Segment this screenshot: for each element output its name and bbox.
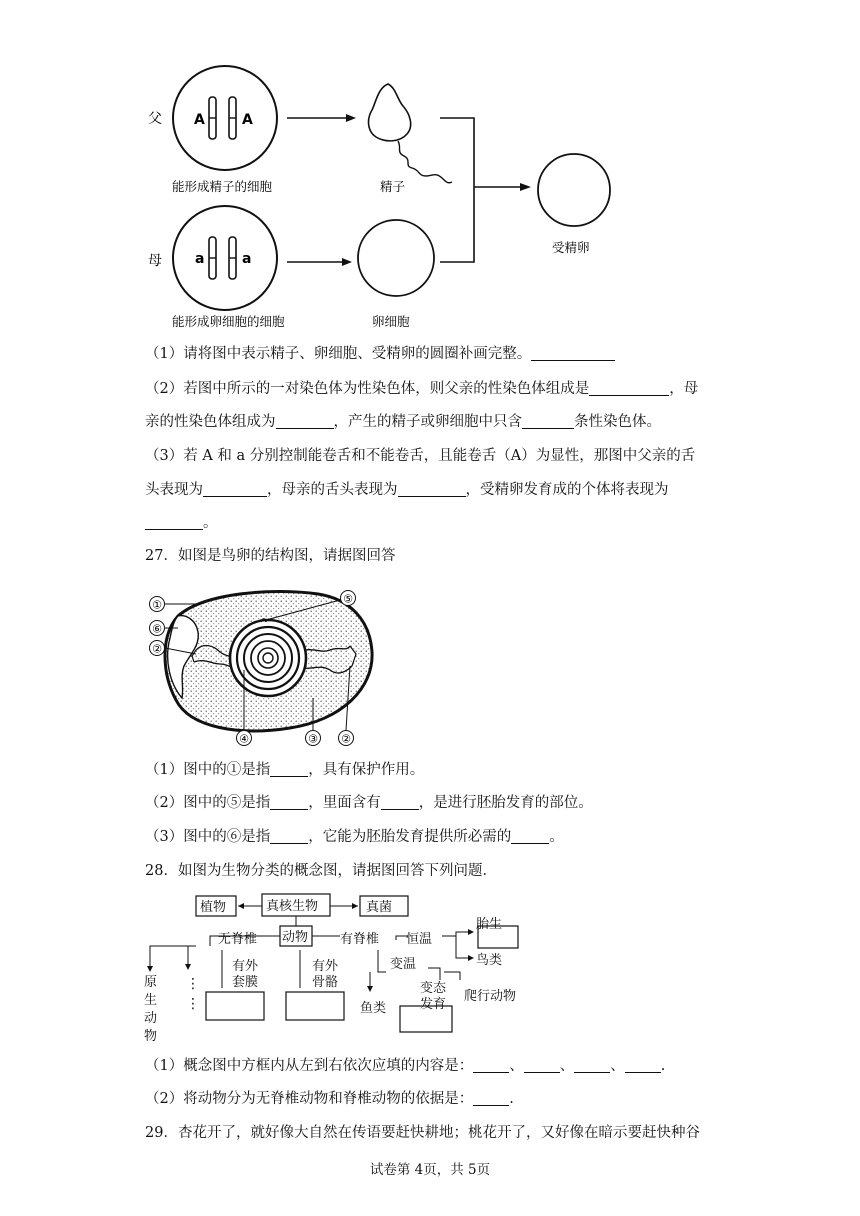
classification-concept-map: [0, 888, 860, 1048]
father-label: 父: [148, 111, 162, 127]
answer-blank[interactable]: [524, 1056, 560, 1073]
q26-part2-line1: （2）若图中所示的一对染色体为性染色体，则父亲的性染色体组成是 ，母: [145, 381, 699, 397]
label-5: ⑤: [343, 592, 353, 606]
answer-blank[interactable]: [574, 1056, 610, 1073]
label-2-right: ②: [341, 732, 351, 746]
egg-cell: [358, 220, 434, 296]
node-birds: 鸟类: [476, 953, 503, 968]
answer-blank[interactable]: [398, 480, 466, 497]
sperm-caption: 精子: [380, 179, 406, 194]
node-plants: 植物: [200, 900, 227, 915]
answer-blank[interactable]: [270, 793, 308, 810]
label-4: ④: [239, 732, 249, 746]
node-warm: 恒温: [406, 932, 433, 947]
sperm-tail: [398, 141, 452, 183]
fertilization-diagram: [0, 0, 860, 340]
answer-box-2[interactable]: [286, 992, 344, 1020]
node-reptiles: 爬行动物: [464, 989, 517, 1004]
node-invertebrate: 无脊椎: [218, 932, 258, 947]
answer-blank[interactable]: [473, 1089, 509, 1106]
answer-blank[interactable]: [270, 760, 308, 777]
allele-label: a: [242, 251, 252, 267]
node-fungi: 真菌: [366, 900, 393, 915]
q26-part3-line1: （3）若 A 和 a 分别控制能卷舌和不能卷舌，且能卷舌（A）为显性，那图中父亲的舌: [145, 448, 696, 464]
answer-box-1[interactable]: [206, 992, 264, 1020]
node-viviparous: 胎生: [476, 917, 503, 932]
answer-blank[interactable]: [270, 827, 308, 844]
answer-blank[interactable]: [145, 513, 203, 530]
node-mantle-1: 有外套膜: [232, 959, 259, 990]
egg-cell-caption: 能形成卵细胞的细胞: [172, 314, 285, 329]
node-protozoa-1: 原生动物: [144, 975, 158, 1044]
q28-title: 28．如图为生物分类的概念图，请据图回答下列问题．: [145, 863, 497, 879]
node-exoskeleton-1: 有外骨骼: [312, 959, 339, 990]
q28-part1: （1）概念图中方框内从左到右依次应填的内容是： 、 、 、 .: [145, 1058, 666, 1074]
label-2-left: ②: [152, 642, 162, 656]
svg-text:⋮: ⋮: [186, 996, 200, 1012]
allele-label: a: [195, 251, 205, 267]
svg-text:⋮: ⋮: [186, 976, 200, 992]
answer-blank[interactable]: [473, 1056, 509, 1073]
q29-text: 29．杏花开了，就好像大自然在传语要赶快耕地；桃花开了，又好像在暗示要赶快种谷: [145, 1125, 700, 1141]
allele-label: A: [242, 112, 253, 128]
answer-blank[interactable]: [531, 344, 615, 361]
node-metamorphosis: 变态发育: [420, 981, 447, 1012]
sperm-cell-caption: 能形成精子的细胞: [172, 179, 273, 194]
answer-blank[interactable]: [589, 379, 669, 396]
node-cold: 变温: [390, 957, 417, 972]
node-fish: 鱼类: [360, 1001, 387, 1016]
zygote: [538, 154, 610, 226]
allele-label: A: [194, 112, 205, 128]
merge-lines: [440, 118, 474, 262]
node-eukaryote: 真核生物: [266, 899, 319, 914]
page-footer: 试卷第 4页，共 5页: [369, 1162, 491, 1178]
answer-blank[interactable]: [203, 480, 267, 497]
egg-forming-cell: [173, 206, 277, 310]
q26-part2-line2: 亲的性染色体组成为 ，产生的精子或卵细胞中只含 条性染色体。: [145, 414, 661, 430]
label-1: ①: [152, 598, 162, 612]
answer-blank[interactable]: [276, 412, 334, 429]
q26-part3-line3: 。: [145, 513, 218, 533]
q27-title: 27．如图是鸟卵的结构图，请据图回答: [145, 548, 396, 564]
sperm-forming-cell: [173, 66, 277, 170]
answer-blank[interactable]: [511, 827, 549, 844]
q27-part2: （2）图中的⑤是指 ，里面含有 ，是进行胚胎发育的部位。: [145, 795, 593, 811]
q28-part2: （2）将动物分为无脊椎动物和脊椎动物的依据是： .: [145, 1091, 514, 1107]
sperm-head: [369, 84, 411, 141]
q26-part3-line2: 头表现为 ，母亲的舌头表现为 ，受精卵发育成的个体将表现为: [145, 482, 669, 498]
label-3: ③: [308, 732, 318, 746]
q27-part3: （3）图中的⑥是指 ，它能为胚胎发育提供所必需的 。: [145, 829, 564, 845]
zygote-caption: 受精卵: [552, 240, 590, 255]
node-vertebrate: 有脊椎: [340, 932, 380, 947]
answer-blank[interactable]: [381, 793, 419, 810]
q27-part1: （1）图中的①是指 ，具有保护作用。: [145, 762, 425, 778]
answer-blank[interactable]: [522, 412, 574, 429]
label-6: ⑥: [152, 622, 162, 636]
node-animals: 动物: [282, 930, 309, 945]
mother-label: 母: [148, 253, 162, 269]
q26-part1: （1）请将图中表示精子、卵细胞、受精卵的圆圈补画完整。: [145, 344, 615, 364]
egg-caption: 卵细胞: [372, 314, 410, 329]
answer-blank[interactable]: [625, 1056, 661, 1073]
bird-egg-diagram: [0, 580, 860, 750]
